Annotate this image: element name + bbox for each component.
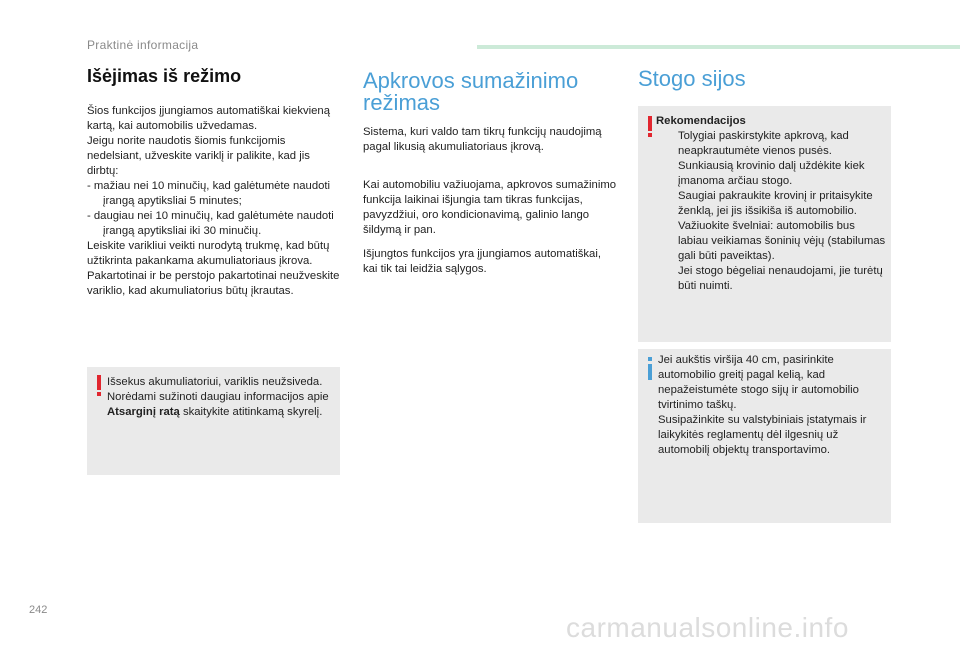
list-item: Jei stogo bėgeliai nenaudojami, jie turėtų būti nuimti. (656, 264, 886, 294)
paragraph: Leiskite varikliui veikti nurodytą trukmę, kad būtų užtikrinta pakankama akumuliatoriaus įkrova. (87, 240, 330, 267)
paragraph: Pakartotinai ir be perstojo pakartotinai neužveskite variklio, kad akumuliatorius būtų įkrautas. (87, 270, 340, 297)
header-accent-bar (477, 45, 960, 49)
info-text: Susipažinkite su valstybiniais įstatymais ir laikykitės reglamentų dėl ilgesnių už automobilį objektų transportavimo. (658, 414, 867, 456)
paragraph: Išjungtos funkcijos yra įjungiamos automatiškai, kai tik tai leidžia sąlygos. (363, 248, 601, 275)
arrow-bullet-icon (656, 189, 678, 219)
list-item: - mažiau nei 10 minučių, kad galėtumėte naudoti įrangą apytiksliai 5 minutes; (87, 180, 331, 207)
paragraph: Sistema, kuri valdo tam tikrų funkcijų naudojimą pagal likusią akumuliatoriaus įkrovą. (363, 126, 602, 153)
paragraph: Kai automobiliu važiuojama, apkrovos sumažinimo funkcija laikinai išjungia tam tikras funkcijas, pavyzdžiui, oro kondicionavimą, galinio lango šildymą ir pan. (363, 179, 617, 236)
list-item: Tolygiai paskirstykite apkrovą, kad neapkrautumėte vienos pusės. (656, 129, 886, 159)
arrow-bullet-icon (656, 219, 678, 264)
column-roof-bars (638, 68, 891, 90)
warning-exclamation-icon (95, 375, 103, 397)
arrow-bullet-icon (656, 129, 678, 159)
arrow-bullet-icon (656, 159, 678, 189)
warning-text: Norėdami sužinoti daugiau informacijos apie Atsarginį ratą skaitykite atitinkamą skyrelį. (107, 391, 329, 418)
paragraph: Šios funkcijos įjungiamos automatiškai kiekvieną kartą, kai automobilis užvedamas. (87, 105, 330, 132)
info-icon (646, 357, 654, 381)
list-item: Sunkiausią krovinio dalį uždėkite kiek įmanoma arčiau stogo. (656, 159, 886, 189)
info-box (638, 349, 891, 523)
section-title: Apkrovos sumažinimo (363, 68, 579, 93)
page-number: 242 (29, 604, 48, 616)
warning-box (87, 367, 340, 475)
section-title: Stogo sijos (638, 66, 746, 91)
list-item: Važiuokite švelniai: automobilis bus labiau veikiamas šoninių vėjų (stabilumas gali būti paveiktas). (656, 219, 886, 264)
warning-exclamation-icon (646, 116, 654, 138)
paragraph: Jeigu norite naudotis šiomis funkcijomis nedelsiant, užveskite variklį ir palikite, kad jis dirbtų: (87, 135, 310, 177)
list-item: Saugiai pakraukite krovinį ir pritaisykite ženklą, jei jis išsikiša iš automobilio. (656, 189, 886, 219)
arrow-bullet-icon (656, 264, 678, 294)
recommendations-box (638, 106, 891, 342)
warning-text: Išsekus akumuliatoriui, variklis neužsiveda. (107, 376, 323, 388)
header-section-title: Praktinė informacija (87, 38, 199, 52)
list-item: - daugiau nei 10 minučių, kad galėtumėte naudoti įrangą apytiksliai iki 30 minučių. (87, 210, 334, 237)
watermark: carmanualsonline.info (566, 612, 849, 643)
section-title-line2: režimas (363, 90, 441, 115)
recommendations-title: Rekomendacijos (656, 115, 746, 127)
info-text: Jei aukštis viršija 40 cm, pasirinkite automobilio greitį pagal kelią, kad nepažeistumėte stogo sijų ir automobilio tvirtinimo taškų. (658, 354, 859, 411)
section-title: Išėjimas iš režimo (87, 66, 242, 86)
column-load-shedding (363, 70, 618, 277)
column-exit-mode (87, 66, 340, 299)
